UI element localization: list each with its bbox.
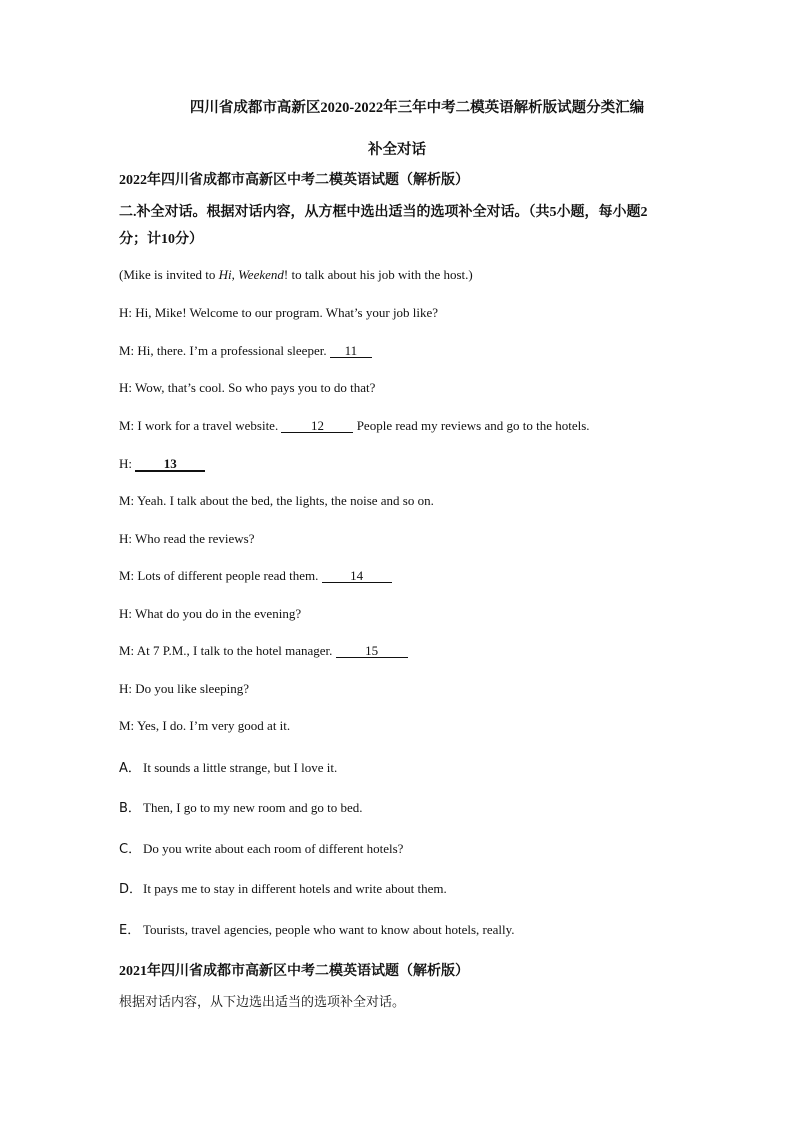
section-2021-heading: 2021年四川省成都市高新区中考二模英语试题（解析版） bbox=[119, 964, 469, 979]
dialogue-line bbox=[119, 643, 408, 659]
section-2022-instruction-line2: 分；计10分） bbox=[119, 232, 203, 247]
dialogue-line bbox=[119, 418, 590, 434]
option-d bbox=[119, 878, 447, 897]
option-text: It sounds a little strange, but I love it. bbox=[143, 760, 338, 775]
section-2022-instruction-line1: 二.补全对话。根据对话内容，从方框中选出适当的选项补全对话。（共5小题，每小题2 bbox=[119, 205, 648, 220]
option-letter: A． bbox=[119, 761, 141, 776]
dialogue-line bbox=[119, 568, 392, 584]
intro-program-name: Hi, Weekend bbox=[218, 267, 284, 282]
option-text: Tourists, travel agencies, people who want to know about hotels, really. bbox=[143, 922, 515, 937]
blank-11: 11 bbox=[330, 344, 372, 358]
option-letter: C． bbox=[119, 842, 142, 857]
dialogue-line: H: Who read the reviews? bbox=[119, 531, 255, 546]
dialogue-text: M: Hi, there. I’m a professional sleeper. bbox=[119, 343, 330, 358]
option-letter: D． bbox=[119, 882, 143, 897]
intro-after: ! to talk about his job with the host.) bbox=[283, 267, 473, 282]
option-letter: B． bbox=[119, 801, 141, 816]
document-title: 四川省成都市高新区2020-2022年三年中考二模英语解析版试题分类汇编 bbox=[189, 100, 645, 116]
intro-before: (Mike is invited to bbox=[119, 267, 219, 282]
option-text: Then, I go to my new room and go to bed. bbox=[143, 800, 363, 815]
option-a bbox=[119, 757, 337, 776]
dialogue-line bbox=[119, 343, 372, 359]
dialogue-line: M: Yeah. I talk about the bed, the lights, the noise and so on. bbox=[119, 493, 434, 508]
document-subtitle: 补全对话 bbox=[368, 142, 426, 158]
section-2021-instruction: 根据对话内容，从下边选出适当的选项补全对话。 bbox=[119, 995, 406, 1010]
dialogue-text: M: At 7 P.M., I talk to the hotel manager. bbox=[119, 643, 336, 658]
option-letter: E． bbox=[119, 923, 141, 938]
blank-15: 15 bbox=[336, 644, 408, 658]
dialogue-line: H: Wow, that’s cool. So who pays you to do that? bbox=[119, 380, 376, 395]
blank-14: 14 bbox=[322, 569, 392, 583]
dialogue-intro bbox=[119, 267, 473, 283]
dialogue-text: M: I work for a travel website. bbox=[119, 418, 282, 433]
option-c bbox=[119, 838, 403, 857]
dialogue-line bbox=[119, 456, 205, 472]
blank-13: 13 bbox=[135, 457, 205, 472]
option-text: It pays me to stay in different hotels and write about them. bbox=[143, 881, 447, 896]
dialogue-text: M: Lots of different people read them. bbox=[119, 568, 322, 583]
section-2022-heading: 2022年四川省成都市高新区中考二模英语试题（解析版） bbox=[119, 173, 469, 188]
option-text: Do you write about each room of different hotels? bbox=[143, 841, 404, 856]
blank-12: 12 bbox=[281, 419, 353, 433]
option-e bbox=[119, 919, 515, 938]
dialogue-line: M: Yes, I do. I’m very good at it. bbox=[119, 718, 291, 733]
dialogue-text: H: bbox=[119, 456, 136, 471]
option-b bbox=[119, 797, 363, 816]
dialogue-line: H: Do you like sleeping? bbox=[119, 681, 249, 696]
dialogue-line: H: What do you do in the evening? bbox=[119, 606, 302, 621]
dialogue-line: H: Hi, Mike! Welcome to our program. What’s your job like? bbox=[119, 305, 439, 320]
dialogue-after: People read my reviews and go to the hotels. bbox=[353, 418, 590, 433]
